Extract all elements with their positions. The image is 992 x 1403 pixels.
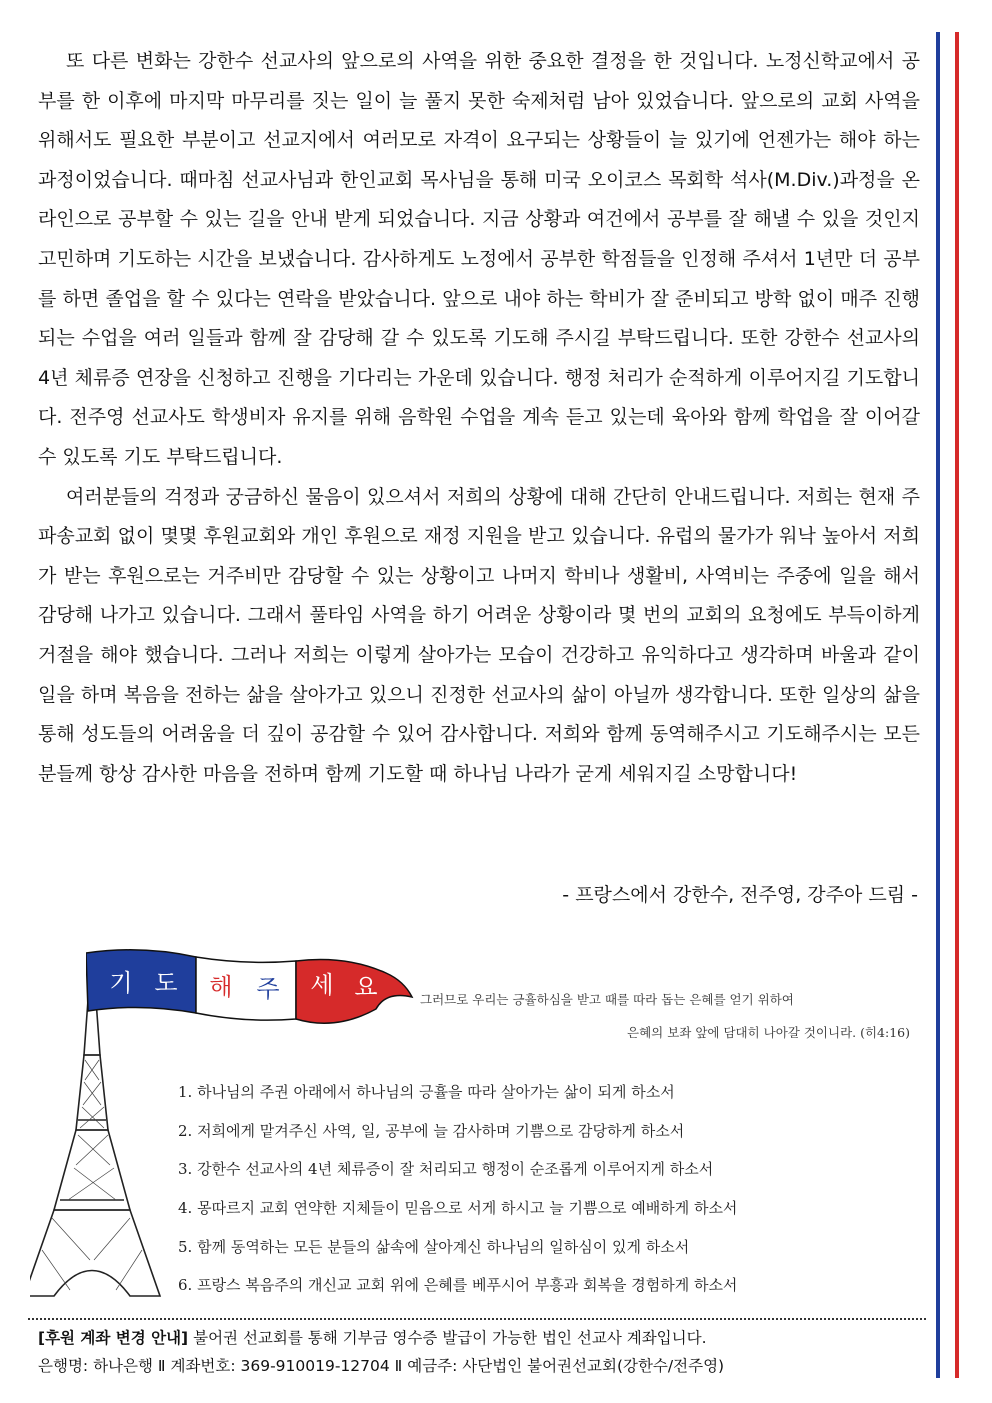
account-notice-line [38,1324,928,1352]
prayer-item: 6. 프랑스 복음주의 개신교 교회 위에 은혜를 베푸시어 부흥과 회복을 경험하게 하소서 [178,1276,738,1295]
banner-char-6: 요 [354,973,378,1001]
prayer-item: 1. 하나님의 주권 아래에서 하나님의 긍휼을 따라 살아가는 삶이 되게 하소서 [178,1083,675,1101]
verse-line-2: 은혜의 보좌 앞에 담대히 나아갈 것이니라. (히4:16) [627,1025,910,1040]
prayer-item: 5. 함께 동역하는 모든 분들의 삶속에 살아계신 하나님의 일하심이 있게 하소서 [178,1237,690,1256]
signature: - 프랑스에서 강한수, 전주영, 강주아 드림 - [562,884,918,906]
letter-paragraph-2: 여러분들의 걱정과 궁금하신 물음이 있으셔서 저희의 상황에 대해 간단히 안내드립니다. 저희는 현재 주파송교회 없이 몇몇 후원교회와 개인 후원으로 재정 지원을 받고 있습니다. 유럽의 물가가 워낙 높아서 저희가 받는 후원으로는 거주비만 감당할 수 있는 상황이고 나머지 학비나 생활비, 사역비는 주중에 일을 해서 감당해 나가고 있습니다. 그래서 풀타임 사역을 하기 어려운 상황이라 몇 번의 교회의 요청에도 부득이하게 거절을 해야 했습니다. 그러나 저희는 이렇게 살아가는 모습이 건강하고 유익하다고 생각하며 바울과 같이 일을 하며 복음을 전하는 삶을 살아가고 있으니 진정한 선교사의 삶이 아닐까 생각합니다. 또한 일상의 삶을 통해 성도들의 어려움을 더 깊이 공감할 수 있어 감사합니다. 저희와 함께 동역해주시고 기도해주시는 모든 분들께 항상 감사한 마음을 전하며 함께 기도할 때 하나님 나라가 굳게 세워지길 소망합니다! [38,485,920,785]
account-notice [38,1324,928,1380]
account-notice-text: 불어권 선교회를 통해 기부금 영수증 발급이 가능한 법인 선교사 계좌입니다. [193,1329,707,1347]
banner-blue [86,950,196,1013]
verse-line-1: 그러므로 우리는 긍휼하심을 받고 때를 따라 돕는 은혜를 얻기 위하여 [420,992,794,1007]
banner-char-5: 세 [310,971,334,999]
bible-verse [420,983,910,1049]
banner-char-2: 도 [154,969,178,997]
account-notice-label: [후원 계좌 변경 안내] [38,1329,189,1347]
prayer-item: 3. 강한수 선교사의 4년 체류증이 잘 처리되고 행정이 순조롭게 이루어지게 하소서 [178,1160,714,1179]
prayer-banner [86,935,416,1045]
letter-body [38,42,920,794]
banner-char-1: 기 [109,969,133,997]
banner-char-3: 해 [209,973,233,1001]
prayer-item: 2. 저희에게 맡겨주신 사역, 일, 공부에 늘 감사하며 기쁨으로 감당하게 하소서 [178,1121,685,1140]
prayer-item: 4. 몽따르지 교회 연약한 지체들이 믿음으로 서게 하시고 늘 기쁨으로 예배하게 하소서 [178,1199,738,1218]
footer-divider [28,1318,926,1320]
red-border-stripe [955,32,959,1378]
blue-border-stripe [936,32,940,1378]
prayer-list [178,1073,918,1305]
letter-paragraph-1: 또 다른 변화는 강한수 선교사의 앞으로의 사역을 위한 중요한 결정을 한 것입니다. 노정신학교에서 공부를 한 이후에 마지막 마무리를 짓는 일이 늘 풀지 못한 숙제처럼 남아 있었습니다. 앞으로의 교회 사역을 위해서도 필요한 부분이고 선교지에서 여러모로 자격이 요구되는 상황들이 늘 있기에 언젠가는 해야 하는 과정이었습니다. 때마침 선교사님과 한인교회 목사님을 통해 미국 오이코스 목회학 석사(M.Div.)과정을 온라인으로 공부할 수 있는 길을 안내 받게 되었습니다. 지금 상황과 여건에서 공부를 잘 해낼 수 있을 것인지 고민하며 기도하는 시간을 보냈습니다. 감사하게도 노정에서 공부한 학점들을 인정해 주셔서 1년만 더 공부를 하면 졸업을 할 수 있다는 연락을 받았습니다. 앞으로 내야 하는 학비가 잘 준비되고 방학 없이 매주 진행되는 수업을 여러 일들과 함께 잘 감당해 갈 수 있도록 기도해 주시길 부탁드립니다. 또한 강한수 선교사의 4년 체류증 연장을 신청하고 진행을 기다리는 가운데 있습니다. 행정 처리가 순적하게 이루어지길 기도합니다. 전주영 선교사도 학생비자 유지를 위해 음학원 수업을 계속 듣고 있는데 육아와 함께 학업을 잘 이어갈 수 있도록 기도 부탁드립니다. [38,50,920,468]
banner-char-4: 주 [256,975,280,1003]
bank-account-line: 은행명: 하나은행 Ⅱ 계좌번호: 369-910019-12704 Ⅱ 예금주: 사단법인 불어권선교회(강한수/전주영) [38,1357,725,1375]
